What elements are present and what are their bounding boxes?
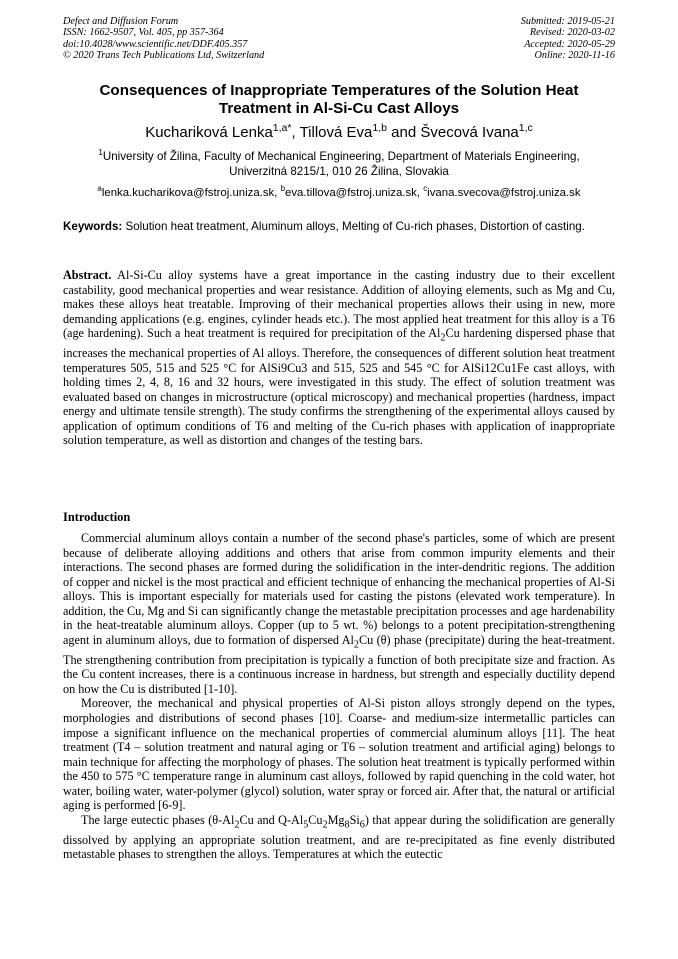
author-2-affil: 1,b [372, 122, 387, 134]
journal-name: Defect and Diffusion Forum [63, 16, 179, 27]
email-b-marker: b [280, 184, 285, 194]
affiliation-line-1: University of Žilina, Faculty of Mechanical Engineering, Department of Materials Engineering, [102, 150, 580, 163]
paragraph-text: Mg [327, 812, 345, 827]
author-1: Kuchariková Lenka [145, 124, 273, 141]
intro-paragraph-1 [63, 531, 615, 696]
doi-line: doi:10.4028/www.scientific.net/DDF.405.357 [63, 38, 248, 50]
paper-title [63, 82, 615, 118]
copyright-line: © 2020 Trans Tech Publications Ltd, Switzerland [63, 49, 265, 61]
author-separator: and [386, 124, 421, 141]
revised-date: Revised: 2020-03-02 [529, 27, 615, 39]
paragraph-text: Cu (θ) phase (precipitate) during the heat-treatment. The strengthening contribution from precipitation is typically a function of both precipitate size and fraction. As the Cu content increases, there is a continuous increase in hardness, but strength and especially ductility depend on how the Cu is distributed [1-10]. [63, 632, 615, 696]
abstract-subscript: 2 [440, 332, 446, 344]
author-2: Tillová Eva [299, 124, 373, 141]
abstract-text: Al-Si-Cu alloy systems have a great importance in the casting industry due to their excellent castability, good mechanical properties and wear resistance. Addition of alloying elements, such as Mg and Cu, makes these alloys heat treatable. Improving of their mechanical properties allows their using in new, more demanding applications (e.g. engines, cylinder heads etc.). The most applied heat treatment for this alloy is a T6 (age hardening). Such a heat treatment is required for precipitation of the Al [63, 268, 615, 341]
email-a-marker: a [97, 184, 102, 194]
subscript: 2 [234, 819, 240, 831]
author-list [63, 124, 615, 142]
issn-line: ISSN: 1662-9507, Vol. 405, pp 357-364 [63, 27, 224, 39]
email-c[interactable]: ivana.svecova@fstroj.uniza.sk [427, 187, 581, 199]
subscript: 8 [344, 819, 350, 831]
subscript: 6 [359, 819, 365, 831]
journal-header-left [63, 16, 264, 61]
subscript: 2 [353, 639, 359, 651]
keywords-text: Solution heat treatment, Aluminum alloys, Melting of Cu-rich phases, Distortion of casting. [122, 220, 585, 233]
paragraph-text: Commercial aluminum alloys contain a number of the second phase's particles, some of which are present because of deliberate alloying additions and others that arise from common impurity elements and their interactions. The second phases are formed during the solidification in the inter-dendritic regions. The addition of copper and nickel is the most practical and efficient technique of enhancing the mechanical properties of Al-Si alloys. This is important especially for materials used for casting the pistons (elevated work temperature). In addition, the Cu, Mg and Si can significantly change the metastable precipitation processes and age hardenability in the heat-treatable aluminum alloys. Copper (up to 5 wt. %) belongs to a potent precipitation-strengthening agent in aluminum alloys, due to formation of dispersed Al [63, 531, 615, 647]
online-date: Online: 2020-11-16 [534, 49, 615, 61]
paragraph-text: The large eutectic phases (θ-Al [81, 812, 235, 827]
intro-paragraph-3 [63, 813, 615, 862]
paragraph-text: Cu [308, 812, 323, 827]
subscript: 5 [303, 819, 309, 831]
affiliation [63, 149, 615, 179]
introduction-body [63, 531, 615, 862]
affiliation-number: 1 [98, 148, 103, 158]
abstract [63, 268, 615, 448]
keywords-label: Keywords: [63, 220, 123, 233]
journal-header-right [521, 16, 615, 61]
email-a[interactable]: lenka.kucharikova@fstroj.uniza.sk, [101, 187, 281, 199]
abstract-label: Abstract. [63, 268, 112, 282]
author-1-affil: 1,a* [272, 122, 292, 134]
subscript: 2 [322, 819, 328, 831]
title-line-2: Treatment in Al-Si-Cu Cast Alloys [218, 100, 460, 117]
email-c-marker: c [423, 184, 428, 194]
author-separator: , [291, 124, 300, 141]
author-3: Švecová Ivana [420, 124, 519, 141]
affiliation-line-2: Univerzitná 8215/1, 010 26 Žilina, Slovakia [229, 165, 449, 178]
abstract-text: Cu hardening dispersed phase that increases the mechanical properties of Al alloys. Therefore, the consequences of different solution heat treatment temperatures 505, 515 and 525 °C for AlSi9Cu3 and 515, 525 and 545 °C for AlSi12Cu1Fe cast alloys, with holding times 2, 4, 8, 16 and 32 hours, were investigated in this study. The effect of solution treatment was evaluated based on changes in microstructure (optical microscopy) and mechanical properties (hardness, impact energy and ultimate tensile strength). The study confirms the strengthening of the experimental alloys caused by application of optimum conditions of T6 and melting of the Cu-rich phases with application of inappropriate solution temperature, as well as distortion and changes of the testing bars. [63, 326, 615, 448]
paragraph-text: ) that appear during the solidification are generally dissolved by applying an appropriate solution treatment, and are re-precipitated as fine evenly distributed metastable phases to strengthen the alloys. Temperatures at which the eutectic [63, 812, 615, 862]
submitted-date: Submitted: 2019-05-21 [520, 16, 615, 27]
paragraph-text: Cu and Q-Al [239, 812, 304, 827]
author-3-affil: 1,c [518, 122, 533, 134]
intro-paragraph-2: Moreover, the mechanical and physical properties of Al-Si piston alloys strongly depend on the types, morphologies and distributions of second phases [10]. Coarse- and medium-size intermetallic particles can impose a significant influence on the mechanical properties of commercial aluminum alloys [11]. The heat treatment (T4 – solution treatment and natural aging or T6 – solution treatment and artificial aging) belongs to main technique for affecting the morphology of phases. The solution heat treatment is typically performed within the 450 to 575 °C temperature range in aluminum cast alloys, followed by rapid quenching in the cold water, hot water, boiling water, water-polymer (glycol) solution, water spray or forced air. After that, the natural or artificial aging is performed [6-9]. [63, 696, 615, 813]
email-b[interactable]: eva.tillova@fstroj.uniza.sk, [285, 187, 424, 199]
author-emails [63, 186, 615, 200]
accepted-date: Accepted: 2020-05-29 [524, 38, 615, 50]
paragraph-text: Si [349, 812, 360, 827]
keywords [63, 220, 615, 235]
section-heading-introduction: Introduction [63, 510, 131, 524]
title-line-1: Consequences of Inappropriate Temperatures of the Solution Heat [99, 82, 579, 99]
